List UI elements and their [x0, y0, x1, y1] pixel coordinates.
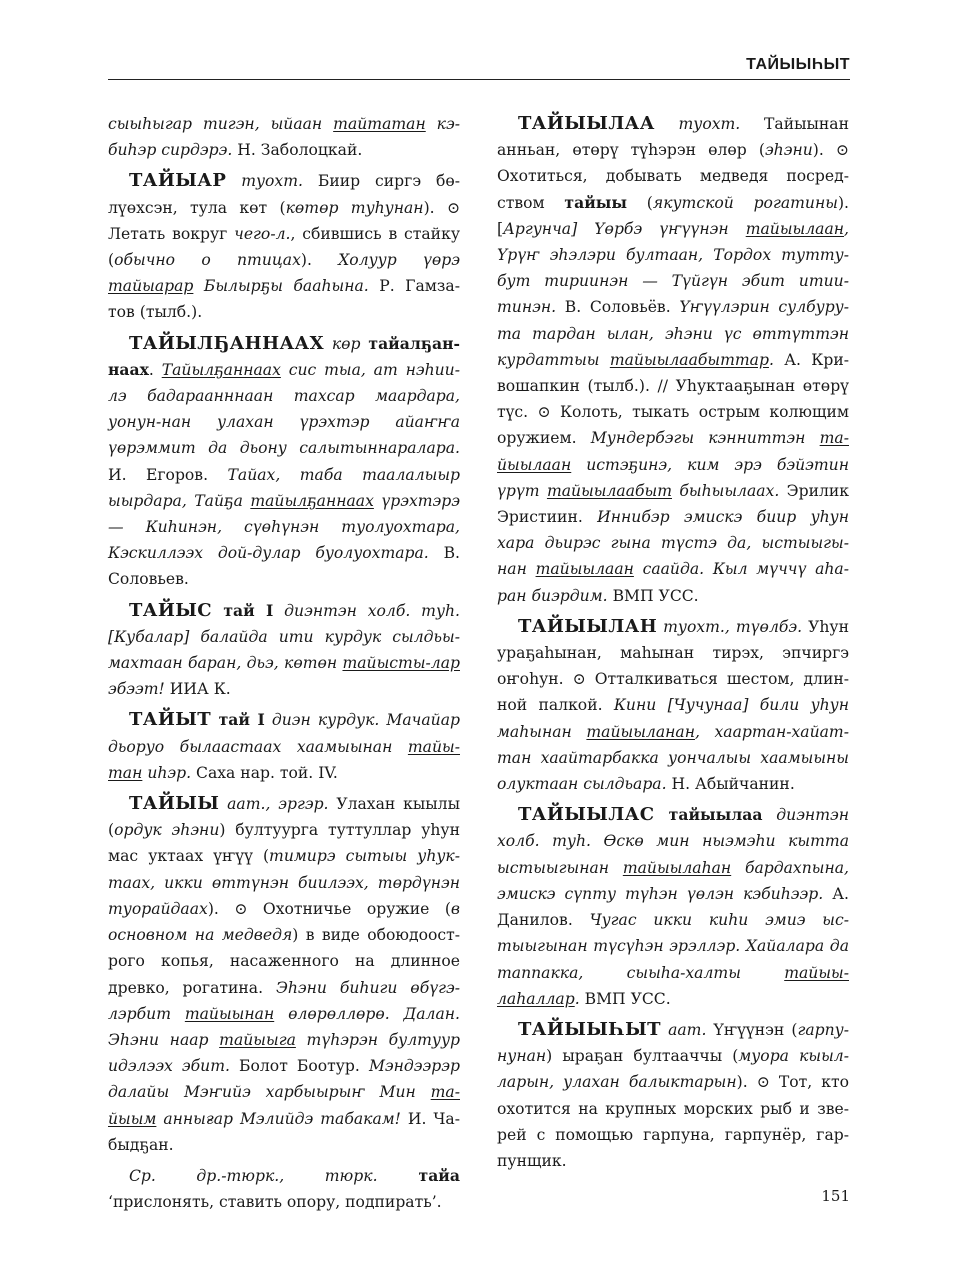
entry-tayyyhyt: ТАЙЫЫҺЫТ аат. Үҥүүнэн (гарпу-нунан) ыраҕан бултааччы (муора кыыл-ларын, улахан балыктарын). ⊙ Тот, кто охотится на крупных морских рыб и зве-рей с помощью гарпуна, гарпунёр, гар-пунщик. [497, 1018, 849, 1170]
entry-tayylgannaakh: ТАЙЫЛҔАННААХ көр тайалҕан-наах. Тайылҕаннаах сис тыа, ат нэһии-лэ бадараанннаан тахсар маардара, уонун-нан улахан үрэхтэр айаҥҥа үөрэммит да дьону салытыннаралара. И. Егоров. Тайах, таба таалалыыр ыырдара, Тайҕа тайылҕаннаах үрэхтэрэ — Киһинэн, сүөһүнэн туолуохтара, Кэскиллээх дой-дулар буолуохтара. В. Соловьев. [108, 332, 461, 589]
entry-tayyy: ТАЙЫЫ аат., эргэр. Улахан кыылы (ордук эһэни) бултуурга туттуллар уһун мас уктаах үҥүү (тимирэ сытыы уһук-таах, икки өттүнэн биилээх, төрдүнэн туорайдаах). ⊙ Охотничье оружие (в основном на медведя) в виде обоюдоост-рого копья, насаженного на длинное древко, рогатина. Эһэни биһиги өбүгэ-лэрбит тайыынан өлөрөллөрө. Далан. Эһэни наар тайыыга түһэрэн бултуур идэлээх эбит. Болот Боотур. Мэндээрэр далайы Мэҥийэ харбыырыҥ Мин та-йыым аннығар Мэлийдэ табакам! И. Ча-быдҕан. [108, 793, 460, 1154]
headword: ТАЙЫАР [129, 170, 227, 192]
header-rule [108, 79, 850, 80]
right-column [497, 111, 849, 1179]
entry-tayys: ТАЙЫС тай I диэнтэн холб. туһ. [Кубалар] балайда ити курдук сылдьы-махтаан баран, дьэ, көтөн тайысты-лар эбээт! ИИА К. [108, 599, 461, 699]
headword: ТАЙЫТ [129, 709, 212, 731]
headword: ТАЙЫЛҔАННААХ [129, 332, 324, 354]
entry-tayyt: ТАЙЫТ тай I диэн курдук. Мачайар дьоруо былаастаах хаамыынан тайы-тан иһэр. Саха нар. той. IV. [108, 709, 460, 782]
left-column [108, 111, 460, 1220]
headword: ТАЙЫЫҺЫТ [518, 1018, 661, 1040]
headword: ТАЙЫЫЛАН [518, 615, 658, 637]
page-number: 151 [821, 1187, 850, 1205]
entry-tayyylan: ТАЙЫЫЛАН туохт., түөлбэ. Уһун ураҕаһынан, маһынан тирэх, эпчиргэ оҥоһун. ⊙ Отталкиваться шестом, длин-ной палкой. Кини [Чучунаа] били уһун маһынан тайыыланан, хаартан-хайат-тан хаайтарбакка уончалыы хаамыыны олуктаан сылдьара. Н. Абыйчанин. [497, 615, 850, 794]
entry-tayyar: ТАЙЫАР туохт. Биир сиргэ бө-лүөхсэн, тула көт (көтөр туһунан). ⊙ Летать вокруг чего-л., сбившись в стайку (обычно о птицах). Холуур үөрэ тайыарар Былырҕы бааһына. Р. Гамза-тов (тылб.). [108, 170, 461, 322]
entry-tayyylaa: ТАЙЫЫЛАА туохт. Тайыынан анньан, өтөрү түһэрэн өлөр (эһэни). ⊙ Охотиться, добывать медведя посред-ством тайыы (якутской рогатины). [Аргунча] Үөрбэ үҥүүнэн тайыылаан, Үрүҥ эһэлэри бултаан, Тордох тутту-бут тириинэн — Түйгүн эбит итии-тинэн. В. Соловьёв. Үҥүүлэрин сулбуру-та тардан ылан, эһэни үс өттүттэн курдаттыы тайыылаабыттар. А. Кри-вошапкин (тылб.). // Уһуктааҕынан өтөрү түс. ⊙ Колоть, тыкать острым колющим оружием. Мундербэгы кэнниттэн та-йыылаан истэҕинэ, ким эрэ бэйэтин үрүт тайыылаабыт быһыылаах. Эрилик Эристиин. Иннибэр эмискэ биир уһун хара дьирэс гына түстэ да, ыстыыгы-нан тайыылаан саайда. Кыл мүччү аһа-ран биэрдим. ВМП УСС. [497, 113, 850, 605]
entry-tayyylas: ТАЙЫЫЛАС тайыылаа диэнтэн холб. туһ. Өскө мин ныэмэһи кытта ыстыыгынан тайыылаһан бардахпына, эмискэ сүпту түһэн үөлэн кэбиһээр. А. Данилов. Чугас икки киһи эмиэ ыс-тыыгынан түсүһэн эрэллэр. Хайалара да таппакка, сыыһа-халты тайыы-лаһаллар. ВМП УСС. [497, 804, 849, 1008]
headword: ТАЙЫС [129, 599, 213, 621]
entry-continuation: сыыһыгар тигэн, ыйаан тайтатан кэ-биһэр сирдэрэ. Н. Заболоцкай. [108, 115, 460, 160]
headword: ТАЙЫЫЛАА [518, 113, 655, 134]
running-head: ТАЙЫЫҺЫТ [746, 56, 850, 73]
entry-etymology: Ср. др.-тюрк., тюрк. тайа ‘прислонять, ставить опору, подпирать’. [108, 1165, 460, 1212]
headword: ТАЙЫЫ [129, 793, 220, 815]
headword: ТАЙЫЫЛАС [518, 804, 655, 826]
